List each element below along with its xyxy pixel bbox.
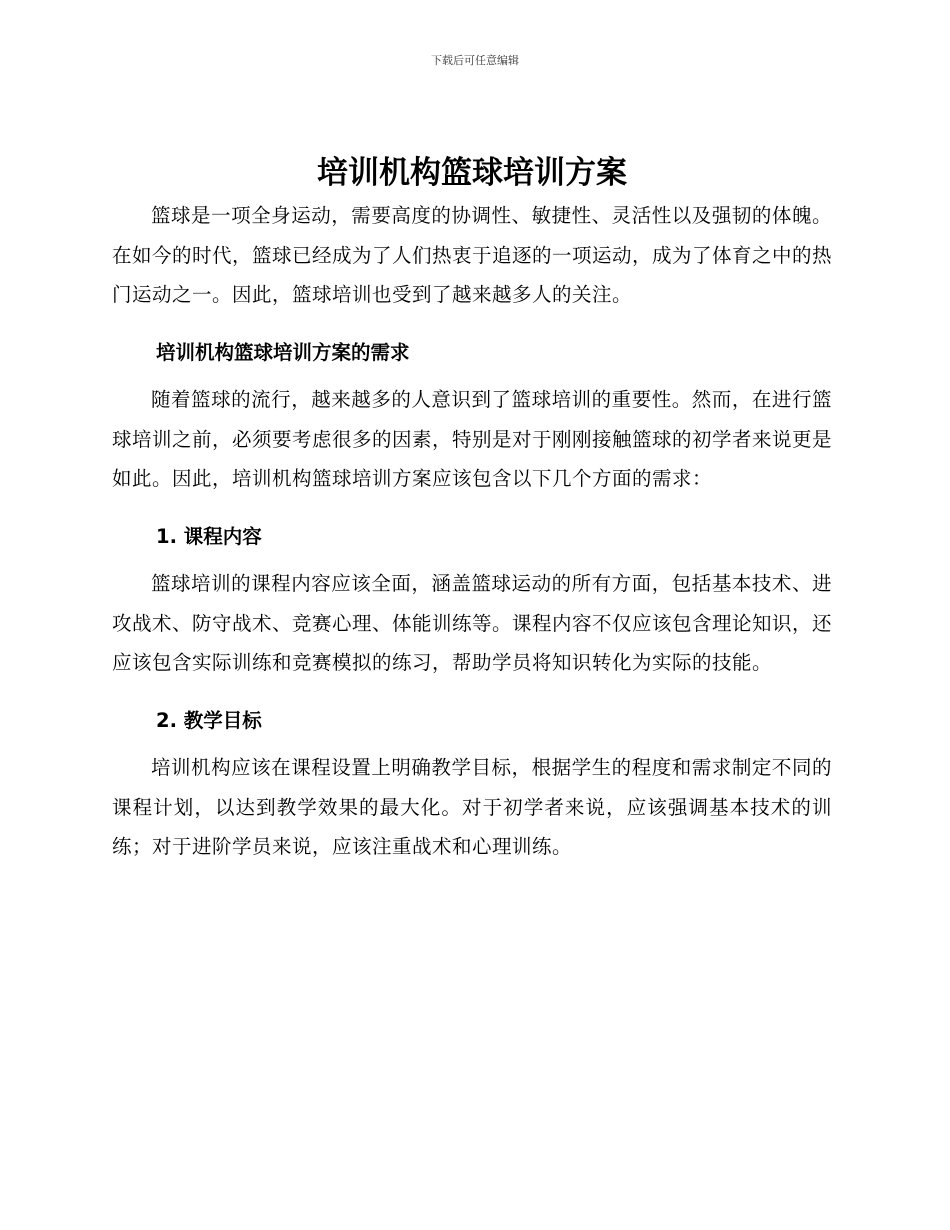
intro-paragraph: 篮球是一项全身运动，需要高度的协调性、敏捷性、灵活性以及强韧的体魄。在如今的时代，篮球已经成为了人们热衷于追逐的一项运动，成为了体育之中的热门运动之一。因此，篮球培训也受到了越来越多人的关注。 — [112, 204, 833, 306]
course-content-heading: 1. 课程内容 — [156, 524, 262, 548]
needs-paragraph: 随着篮球的流行，越来越多的人意识到了篮球培训的重要性。然而，在进行篮球培训之前，必须要考虑很多的因素，特别是对于刚刚接触篮球的初学者来说更是如此。因此，培训机构篮球培训方案应该包含以下几个方面的需求： — [112, 388, 833, 490]
teaching-goals-heading: 2. 教学目标 — [156, 708, 262, 732]
needs-heading: 培训机构篮球培训方案的需求 — [156, 340, 410, 364]
document-title: 培训机构篮球培训方案 — [317, 155, 627, 191]
course-content-paragraph: 篮球培训的课程内容应该全面，涵盖篮球运动的所有方面，包括基本技术、进攻战术、防守战术、竞赛心理、体能训练等。课程内容不仅应该包含理论知识，还应该包含实际训练和竞赛模拟的练习，帮助学员将知识转化为实际的技能。 — [112, 572, 833, 674]
teaching-goals-paragraph: 培训机构应该在课程设置上明确教学目标，根据学生的程度和需求制定不同的课程计划，以达到教学效果的最大化。对于初学者来说，应该强调基本技术的训练；对于进阶学员来说，应该注重战术和心理训练。 — [112, 756, 832, 858]
header-note: 下载后可任意编辑 — [431, 54, 519, 67]
document-body — [112, 150, 832, 867]
